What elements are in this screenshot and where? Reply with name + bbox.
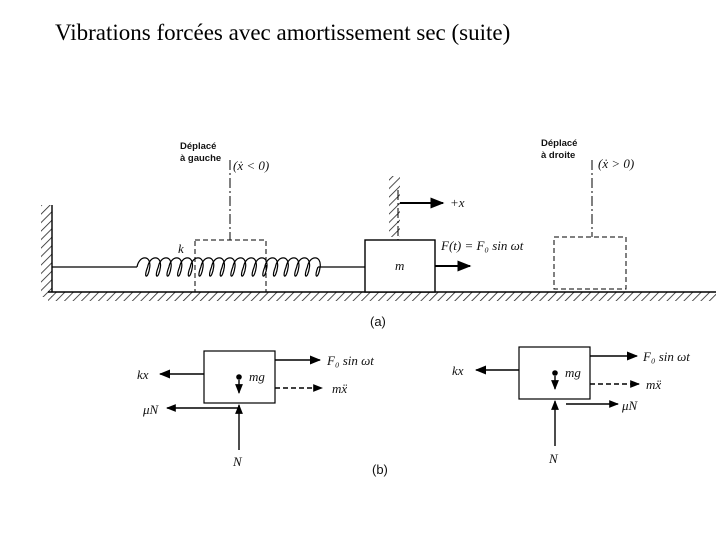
left-weight-label: mg	[249, 369, 265, 384]
right-ghost-mass	[554, 237, 626, 289]
right-normal-label: N	[549, 451, 558, 466]
floor	[48, 292, 716, 301]
caption-a: (a)	[370, 314, 386, 329]
left-center-of-mass	[236, 374, 242, 380]
left-friction-label: μN	[143, 402, 159, 417]
right-weight-label: mg	[565, 365, 581, 380]
right-applied-force-label: F₀ sin ωt	[643, 349, 690, 364]
left-applied-force-label: F₀ sin ωt	[327, 353, 374, 368]
right-friction-label: μN	[622, 398, 638, 413]
left-label-line1: Déplacé	[180, 141, 217, 152]
caption-b: (b)	[372, 462, 388, 477]
right-inertia-label: mẍ	[646, 377, 662, 392]
left-ghost-mass	[195, 240, 266, 292]
left-label-line2: à gauche	[180, 153, 222, 164]
mass-label: m	[395, 258, 405, 273]
left-inertia-label: mẍ	[332, 381, 348, 396]
figure-b-left	[137, 351, 374, 469]
right-center-of-mass	[552, 370, 558, 376]
left-spring-force-label: kx	[137, 367, 149, 382]
spring-label: k	[178, 241, 184, 256]
left-wall	[41, 205, 52, 297]
figure-b-right	[452, 347, 690, 466]
spring	[52, 258, 365, 276]
figure-a	[41, 138, 716, 329]
direction-label: +x	[450, 195, 465, 210]
force-label: F(t) = F₀ sin ωt	[441, 238, 524, 253]
right-spring-force-label: kx	[452, 363, 464, 378]
left-normal-label: N	[233, 454, 242, 469]
right-label-line1: Déplacé	[541, 138, 578, 149]
right-label-line2: à droite	[541, 150, 576, 161]
right-condition: (ẋ > 0)	[598, 156, 635, 171]
slide-title: Vibrations forcées avec amortissement sec (suite)	[55, 20, 511, 45]
left-condition: (ẋ < 0)	[233, 158, 270, 173]
